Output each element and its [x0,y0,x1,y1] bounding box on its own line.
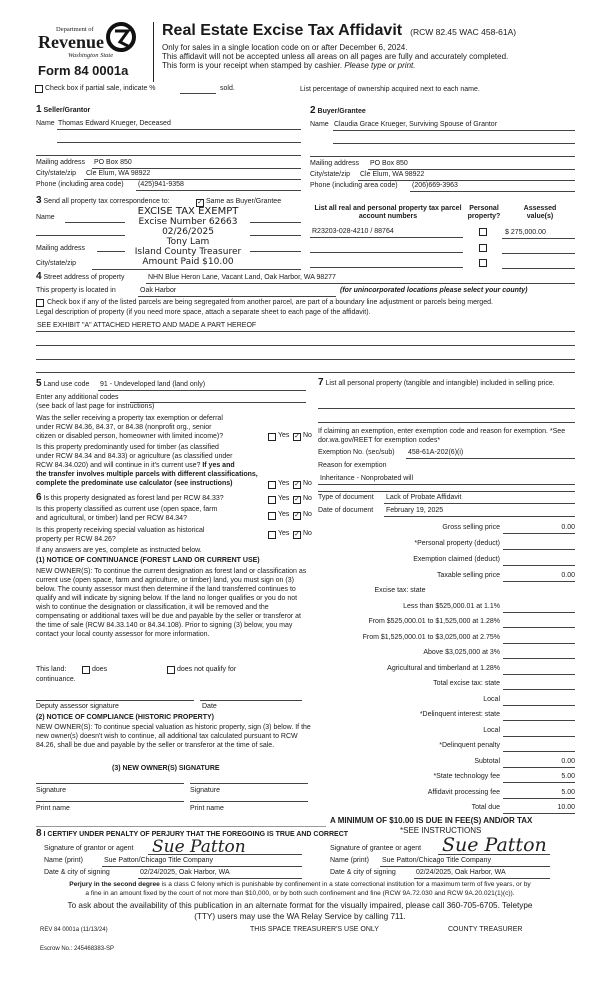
page-title: Real Estate Excise Tax Affidavit [162,22,403,39]
fee-value-field[interactable] [503,618,575,628]
section-number: 1 [36,104,42,115]
fee-label: *State technology fee [433,773,500,780]
exemption-no-field[interactable]: 458-61A-202(6)(i) [408,449,464,456]
fee-label: Local [483,696,500,703]
no-label: No [303,530,312,537]
does-qualify-checkbox[interactable] [82,666,90,674]
doc-date-field[interactable]: February 19, 2025 [386,507,444,514]
fee-value-field[interactable]: 0.00 [503,758,575,768]
doc-type-line [384,503,575,504]
stamp-line: Amount Paid $10.00 [142,257,234,267]
grantee-name-label: Name (print) [330,857,369,864]
does-not-label: does not qualify for [177,666,237,673]
grantor-signature-line [148,854,302,855]
owner-print-name-field[interactable] [36,801,184,802]
notice2-title: (2) NOTICE OF COMPLIANCE (HISTORIC PROPERTY) [36,714,214,721]
seller-city-line [84,179,301,180]
fee-label: Less than $525,000.01 at 1.1% [403,603,500,610]
fee-label: Agricultural and timberland at 1.28% [387,665,500,672]
grantor-signature[interactable]: Sue Patton [152,837,246,857]
fee-label: Local [483,727,500,734]
yes-checkbox[interactable] [268,496,276,504]
header-line-3-italic: Please type or print. [344,61,416,70]
buyer-mail-line [368,169,575,170]
fee-value-field[interactable] [503,634,575,644]
buyer-mail-field[interactable]: PO Box 850 [370,160,408,167]
print-name-label: Print name [36,805,70,812]
notice3-title: (3) NEW OWNER(S) SIGNATURE [112,765,220,772]
no-label: No [303,511,312,518]
header-line-1: Only for sales in a single location code on or after December 6, 2024. [162,43,408,52]
segregated-checkbox[interactable] [36,299,44,307]
grantor-name-line [102,866,302,867]
yes-checkbox[interactable] [268,481,276,489]
notice2-text: NEW OWNER(S): To continue special valuation as historic property, sign (3) below. If the new owner(s) doesn't wish to continue, all additional tax calculated pursuant to RCW 84.26, shall be due and payable by the seller or transferor at the time of sale. [36,724,311,749]
if-yes-note: If any answers are yes, complete as instructed below. [36,547,202,554]
personal-property-field[interactable] [318,422,575,423]
section3-mail-label: Mailing address [36,245,86,252]
section3-city-label: City/state/zip [36,260,77,267]
section3-name-line [65,222,125,223]
additional-codes-field[interactable] [130,402,306,403]
alt-format-line-1: To ask about the availability of this publication in an alternate format for the visually impaired, please call 360-705-6705. Teletype [67,901,533,910]
deputy-signature-field[interactable] [36,700,194,701]
reason-label: Reason for exemption [318,462,387,469]
fee-value-field[interactable] [503,540,575,550]
parcel-accounts-header: List all real and personal property tax parcel account numbers [314,205,462,221]
seller-mail-label: Mailing address [36,159,86,166]
seller-heading [36,104,90,116]
fee-value-field[interactable] [503,680,575,690]
header-line-3-text: This form is your receipt when stamped by cashier. [162,61,343,70]
see-instructions: *SEE INSTRUCTIONS [400,826,482,835]
section-number: 7 [318,377,324,388]
parcel-account-field[interactable] [310,267,463,268]
buyer-city-field[interactable]: Cle Elum, WA 98922 [360,171,425,178]
buyer-city-line [358,180,575,181]
grantor-name-label: Name (print) [44,857,83,864]
yes-label: Yes [278,530,290,537]
fee-label: *Delinquent penalty [439,742,500,749]
grantee-date-field[interactable]: 02/24/2025, Oak Harbor, WA [416,869,506,876]
buyer-phone-field[interactable]: (206)669-3963 [412,182,458,189]
seller-name-line-2 [57,142,301,143]
fee-label: Affidavit processing fee [427,789,500,796]
section3-label: Send all property tax correspondence to: [43,198,170,205]
personal-property-checkbox[interactable] [479,244,487,252]
county-treasurer-label: COUNTY TREASURER [448,926,523,933]
partial-sale-checkbox[interactable] [35,85,43,93]
located-label: This property is located in [36,287,116,294]
question-line: property per RCW 84.26? [36,536,116,543]
street-line [146,283,575,284]
located-field[interactable]: Oak Harbor [140,287,177,294]
grantee-signature-line [438,854,550,855]
partial-sale-label: Check box if partial sale, indicate % [45,85,156,92]
owner-signature-field[interactable] [190,783,308,784]
reason-field[interactable]: Inheritance - Nonprobated will [320,475,413,482]
fee-value-field[interactable]: 5.00 [503,789,575,799]
section-number: 2 [310,105,316,116]
fee-value-field[interactable] [503,556,575,566]
legal-line [36,331,575,332]
header-divider [153,22,154,82]
grantee-name-line [380,866,550,867]
section3-mail-line [97,251,125,252]
does-label: does [92,666,108,673]
perjury-text: is a class C felony which is punishable by confinement in a state correctional institution for a maximum term of five years, or by [159,881,531,888]
reason-line-2 [318,491,575,492]
seller-name-label: Name [36,120,55,127]
question-line: Was the seller receiving a property tax exemption or deferral [36,415,223,422]
buyer-heading [310,105,366,117]
yes-checkbox[interactable] [268,531,276,539]
no-label: No [303,495,312,502]
question-line: and agricultural, or timber) land per RCW 84.34? [36,515,187,522]
buyer-city-label: City/state/zip [310,171,351,178]
grantee-date-line [414,878,550,879]
fee-value-field[interactable]: 0.00 [503,572,575,582]
dor-logo-icon [106,22,136,52]
signature-label: Signature [36,787,66,794]
minimum-due-note: A MINIMUM OF $10.00 IS DUE IN FEE(S) AND/OR TAX [330,816,533,825]
grantee-signature-label: Signature of grantee or agent [330,845,422,852]
seller-name-line-3 [36,155,301,156]
stamp-line: Island County Treasurer [134,247,242,257]
grantor-date-label: Date & city of signing [44,869,110,876]
fee-value-field[interactable] [503,665,575,675]
forest-question-text: Is this property designated as forest land per RCW 84.33? [43,495,224,502]
parcel-account-field[interactable]: R23203-028-4210 / 88764 [312,228,394,235]
seller-phone-field[interactable]: (425)941-9358 [138,181,184,188]
print-name-label: Print name [190,805,224,812]
buyer-phone-label: Phone (including area code) [310,182,398,189]
partial-sold-label: sold. [220,85,235,92]
personal-property-checkbox[interactable] [479,228,487,236]
section3-name-line-right [250,222,301,223]
street-label: Street address of property [43,274,125,281]
land-use-field[interactable]: 91 - Undeveloped land (land only) [100,381,206,388]
exemption-claim-note: If claiming an exemption, enter exemption code and reason for exemption. *See dor.wa.gov/REET for exemption codes* [318,428,566,444]
fee-label: Excise tax: state [374,587,426,594]
title-row [162,22,516,40]
seller-city-label: City/state/zip [36,170,77,177]
doc-type-field[interactable]: Lack of Probate Affidavit [386,494,462,501]
section3-city-line [92,269,301,270]
fee-label: Taxable selling price [436,572,500,579]
assessed-value-field[interactable] [502,253,575,254]
assessed-value-field[interactable]: $ 275,000.00 [505,229,546,236]
fee-value-field[interactable] [503,727,575,737]
fee-value-field[interactable] [503,696,575,706]
yes-checkbox[interactable] [268,512,276,520]
timber-question [36,443,258,488]
question-line: Is this property classified as current use (open space, farm [36,506,218,513]
buyer-name-line-2 [333,143,575,144]
stamp-line: EXCISE TAX EXEMPT [137,206,239,217]
signature-label: Signature [190,787,220,794]
personal-property-label: List all personal property (tangible and intangible) included in selling price. [325,380,555,387]
no-checkbox[interactable]: ✓ [294,433,300,440]
notice1-text: NEW OWNER(S): To continue the current designation as forest land or classification as current use (open space, farm and agriculture, or timber) land, you must sign on (3) below. The county assessor must then determine if the land transferred continues to qualify and will indicate by signing below. If the land no longer qualifies or you do not wish to continue the designation or classification, it will be removed and the compensating or additional taxes will be due and payable by the seller or transferor at the time of sale (RCW 84.33.140 or 84.34.108). Prior to signing (3) below, you may contact your local county assessor for more information. [36,568,307,638]
fee-label: Above $3,025,000 at 3% [423,649,500,656]
personal-property-checkbox[interactable] [479,259,487,267]
doc-date-label: Date of document [318,507,374,514]
fee-label: Gross selling price [442,524,500,531]
doc-date-line [384,516,575,517]
question-bold: complete the predominate use calculator (see instructions) [36,480,233,487]
fee-label: *Personal property (deduct) [414,540,500,547]
logo-dept: Department of [56,26,94,33]
exemption-question [36,414,223,441]
parcel-line [310,237,463,238]
yes-label: Yes [278,495,290,502]
question-line: under RCW 84.34 and 84.33) or agriculture (as classified under [36,453,233,460]
partial-percent-field[interactable] [180,93,216,94]
grantee-signature[interactable]: Sue Patton [442,834,547,856]
this-land-label: This land: [36,666,67,673]
perjury-bold: Perjury in the second degree [69,881,160,888]
stamp-line: 02/26/2025 [162,227,214,237]
ownership-note: List percentage of ownership acquired next to each name. [300,86,480,93]
historic-question [36,526,204,544]
seller-heading-text: Seller/Grantor [43,107,91,114]
same-as-buyer-checkbox[interactable]: ✓ [197,199,203,206]
section-number: 5 [36,378,42,389]
question-line: Is this property receiving special valuation as historical [36,527,205,534]
perjury-line-1 [0,881,600,889]
logo-state: Washington State [68,52,114,59]
continuance-label: continuance. [36,676,76,683]
segregated-label: Check box if any of the listed parcels are being segregated from another parcel, are part of a boundary line adjustment or parcels being merged. [47,299,493,306]
grantor-name-field[interactable]: Sue Patton/Chicago Title Company [104,857,213,864]
form-number: Form 84 0001a [38,63,129,78]
no-label: No [303,432,312,439]
legal-line [36,359,575,360]
land-use-row [36,378,89,390]
seller-name-field[interactable]: Thomas Edward Krueger, Deceased [58,120,171,127]
grantor-signature-label: Signature of grantor or agent [44,845,134,852]
header-line-3 [162,61,415,70]
question-line: RCW 84.34.020) and will continue in it's current use? [36,462,201,469]
deputy-date-label: Date [202,703,217,710]
yes-label: Yes [278,432,290,439]
fee-value-field[interactable]: 10.00 [503,804,575,814]
legal-line [36,345,575,346]
question-bold: the transfer involves multiple parcels with different classifications, [36,471,258,478]
question-line: Is this property predominantly used for timber (as classified [36,444,219,451]
reason-line [318,484,575,485]
section4-street [36,271,124,283]
section-number: 8 [36,828,42,839]
seller-city-field[interactable]: Cle Elum, WA 98922 [86,170,151,177]
seller-phone-line [136,190,301,191]
section-number: 4 [36,271,42,282]
certify-text: I CERTIFY UNDER PENALTY OF PERJURY THAT THE FOREGOING IS TRUE AND CORRECT [43,831,349,838]
header-line-2: This affidavit will not be accepted unless all areas on all pages are fully and accurately completed. [162,52,509,61]
buyer-mail-label: Mailing address [310,160,360,167]
stamp-line: Tony Lam [166,237,210,247]
stamp-line: Excise Number 62663 [138,217,238,227]
rev-number: REV 84 0001a (11/13/24) [40,927,108,933]
no-checkbox[interactable]: ✓ [294,531,300,538]
legal-description-field[interactable]: SEE EXHIBIT "A" ATTACHED HERETO AND MADE A PART HEREOF [37,322,257,329]
exemption-no-label: Exemption No. (sec/sub) [318,449,395,456]
assessed-value-field[interactable] [502,268,575,269]
buyer-name-line [333,130,575,131]
no-label: No [303,480,312,487]
section3-line-right [250,235,301,236]
section-number: 6 [36,492,42,503]
grantee-date-label: Date & city of signing [330,869,396,876]
buyer-heading-text: Buyer/Grantee [317,108,366,115]
personal-property-field[interactable] [318,408,575,409]
alt-format-line-2: (TTY) users may use the WA Relay Service by calling 711. [194,912,406,921]
owner-signature-field[interactable] [36,783,184,784]
fee-label: Total excise tax: state [433,680,500,687]
section3-mail-line-right [250,251,301,252]
fee-value-field[interactable] [503,742,575,752]
doc-type-label: Type of document [318,494,374,501]
no-checkbox[interactable]: ✓ [294,512,300,519]
no-checkbox[interactable]: ✓ [294,496,300,503]
personal-property-header: Personal property? [467,205,501,221]
question-bold: If yes and [202,462,235,469]
perjury-line-2: a fine in an amount fixed by the court of not more than $10,000, or by both such confinement and fine (RCW 9A.72.030 and RCW 9A.20.021(1)(c)). [85,890,515,897]
section3-heading [36,195,170,207]
additional-codes-label: Enter any additional codes [36,394,119,401]
fee-label: *Delinquent interest: state [419,711,500,718]
yes-checkbox[interactable] [268,433,276,441]
assessed-line [502,238,575,239]
unincorporated-note: (for unincorporated locations please select your county) [340,287,528,294]
section-number: 3 [36,195,42,206]
legal-description-label: Legal description of property (if you need more space, attach a separate sheet to each page of the affidavit). [36,309,371,316]
yes-label: Yes [278,480,290,487]
seller-mail-line [92,168,301,169]
fee-value-field[interactable]: 0.00 [503,524,575,534]
land-use-label: Land use code [43,381,90,388]
parcel-account-field[interactable] [310,252,463,253]
grantee-name-field[interactable]: Sue Patton/Chicago Title Company [382,857,491,864]
question-line: under RCW 84.36, 84.37, or 84.38 (nonprofit org., senior [36,424,212,431]
no-checkbox[interactable]: ✓ [294,481,300,488]
grantor-date-line [138,878,302,879]
buyer-phone-line [410,191,575,192]
logo-revenue: Revenue [38,32,104,52]
assessed-value-header: Assessed value(s) [523,205,557,221]
fee-value-field[interactable] [503,603,575,613]
street-address-field[interactable]: NHN Blue Heron Lane, Vacant Land, Oak Harbor, WA 98277 [148,274,336,281]
section3-name-label: Name [36,214,55,221]
buyer-name-label: Name [310,121,329,128]
buyer-name-field[interactable]: Claudia Grace Krueger, Surviving Spouse of Grantor [334,121,498,128]
fee-label: Total due [471,804,500,811]
exemption-no-line [406,458,575,459]
does-not-qualify-checkbox[interactable] [167,666,175,674]
fee-value-field[interactable] [503,649,575,659]
located-line [138,296,336,297]
escrow-number: Escrow No.: 245468383-SP [40,946,115,952]
same-as-buyer-label: Same as Buyer/Grantee [206,198,282,205]
notice1-title: (1) NOTICE OF CONTINUANCE (FOREST LAND OR CURRENT USE) [36,557,260,564]
question-line: citizen or disabled person, homeowner with limited income)? [36,433,224,440]
forest-question [36,492,224,504]
fee-label: From $1,525,000.01 to $3,025,000 at 2.75% [362,634,500,641]
section8-divider [36,826,326,827]
seller-name-line [57,129,301,130]
owner-print-name-field[interactable] [190,801,308,802]
legal-line [36,372,575,373]
fee-label: Subtotal [474,758,500,765]
fee-label: From $525,000.01 to $1,525,000 at 1.28% [368,618,500,625]
deputy-signature-label: Deputy assessor signature [36,703,119,710]
citation: (RCW 82.45 WAC 458-61A) [410,27,517,37]
fee-value-field[interactable] [503,711,575,721]
seller-phone-label: Phone (including area code) [36,181,124,188]
grantor-date-field[interactable]: 02/24/2025, Oak Harbor, WA [140,869,230,876]
buyer-name-line-3 [310,156,575,157]
fee-label: Exemption claimed (deduct) [413,556,500,563]
section3-line [36,235,125,236]
land-use-line [98,390,306,391]
current-use-question [36,505,217,523]
yes-label: Yes [278,511,290,518]
treasurer-use-label: THIS SPACE TREASURER'S USE ONLY [250,926,379,933]
seller-mail-field[interactable]: PO Box 850 [94,159,132,166]
additional-codes-note: (see back of last page for instructions) [36,403,155,410]
personal-property-list [318,378,578,389]
fee-value-field[interactable]: 5.00 [503,773,575,783]
